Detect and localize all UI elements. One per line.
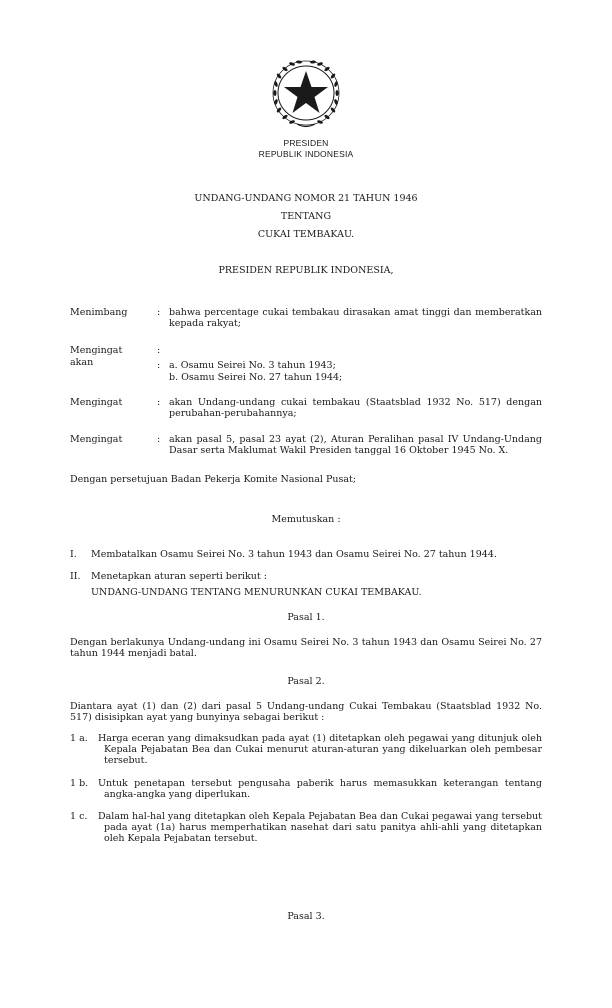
mengingat2-label: Mengingat [70, 397, 123, 408]
menimbang-text: bahwa percentage cukai tembakau dirasakan amat tinggi dan memberatkan kepada rakyat; [169, 307, 542, 329]
law-title-about: TENTANG [280, 211, 332, 222]
decide-heading: Memutuskan : [271, 514, 341, 525]
mengingat-akan-label-2: akan [70, 357, 94, 368]
pasal2-item-number: 1 b. [70, 778, 89, 789]
mengingat-akan-colon-1: : [157, 345, 161, 356]
pasal2-heading: Pasal 2. [287, 676, 325, 687]
institution-line-1: PRESIDEN [283, 138, 329, 148]
pasal2-item-number: 1 c. [70, 811, 88, 822]
institution-line-2: REPUBLIK INDONESIA [258, 149, 354, 159]
law-title: UNDANG-UNDANG NOMOR 21 TAHUN 1946 [194, 193, 418, 204]
pasal1-heading: Pasal 1. [287, 612, 325, 623]
pasal3-heading: Pasal 3. [287, 911, 325, 922]
decision-i-text: Membatalkan Osamu Seirei No. 3 tahun 1943 dan Osamu Seirei No. 27 tahun 1944. [91, 549, 497, 560]
pasal2-item-text: Untuk penetapan tersebut pengusaha paberik harus memasukkan keterangan tentang angka-angka yang diperlukan. [98, 778, 542, 800]
pasal2-item-text: Harga eceran yang dimaksudkan pada ayat (1) ditetapkan oleh pegawai yang ditunjuk oleh Kepala Pejabatan Bea dan Cukai menurut aturan-aturan yang dikeluarkan oleh pembesar tersebut. [98, 733, 542, 766]
decision-i-number: I. [70, 549, 77, 560]
mengingat2-colon: : [157, 397, 161, 408]
mengingat-item-b: b. Osamu Seirei No. 27 tahun 1944; [169, 372, 343, 383]
approval-line: Dengan persetujuan Badan Pekerja Komite Nasional Pusat; [70, 474, 357, 485]
decision-ii-title: UNDANG-UNDANG TENTANG MENURUNKAN CUKAI TEMBAKAU. [91, 587, 422, 598]
mengingat3-colon: : [157, 434, 161, 445]
mengingat2-text: akan Undang-undang cukai tembakau (Staatsblad 1932 No. 517) dengan perubahan-perubahannya; [169, 397, 542, 419]
decision-ii-number: II. [70, 571, 81, 582]
pasal1-text: Dengan berlakunya Undang-undang ini Osamu Seirei No. 3 tahun 1943 dan Osamu Seirei No. 27 tahun 1944 menjadi batal. [70, 637, 542, 659]
pasal2-item-text: Dalam hal-hal yang ditetapkan oleh Kepala Pejabatan Bea dan Cukai pegawai yang tersebut pada ayat (1a) harus memperhatikan nasehat dari satu panitya ahli-ahli yang ditetapkan oleh Kepala Pejabatan tersebut. [98, 811, 542, 844]
pasal2-item-number: 1 a. [70, 733, 88, 744]
mengingat-item-a: a. Osamu Seirei No. 3 tahun 1943; [169, 360, 336, 371]
mengingat3-label: Mengingat [70, 434, 123, 445]
issuer-line: PRESIDEN REPUBLIK INDONESIA, [218, 265, 394, 276]
menimbang-label: Menimbang [70, 307, 128, 318]
law-subject: CUKAI TEMBAKAU. [257, 229, 355, 240]
mengingat-akan-colon-2: : [157, 360, 161, 371]
mengingat-akan-label-1: Mengingat [70, 345, 123, 356]
menimbang-colon: : [157, 307, 161, 318]
garuda-star-emblem-icon [267, 56, 345, 130]
mengingat3-text: akan pasal 5, pasal 23 ayat (2), Aturan Peralihan pasal IV Undang-Undang Dasar serta Maklumat Wakil Presiden tanggal 16 Oktober 1945 No. X. [169, 434, 542, 456]
decision-ii-text: Menetapkan aturan seperti berikut : [91, 571, 267, 582]
pasal2-intro: Diantara ayat (1) dan (2) dari pasal 5 Undang-undang Cukai Tembakau (Staatsblad 1932 No. 517) disisipkan ayat yang bunyinya sebagai berikut : [70, 701, 542, 723]
